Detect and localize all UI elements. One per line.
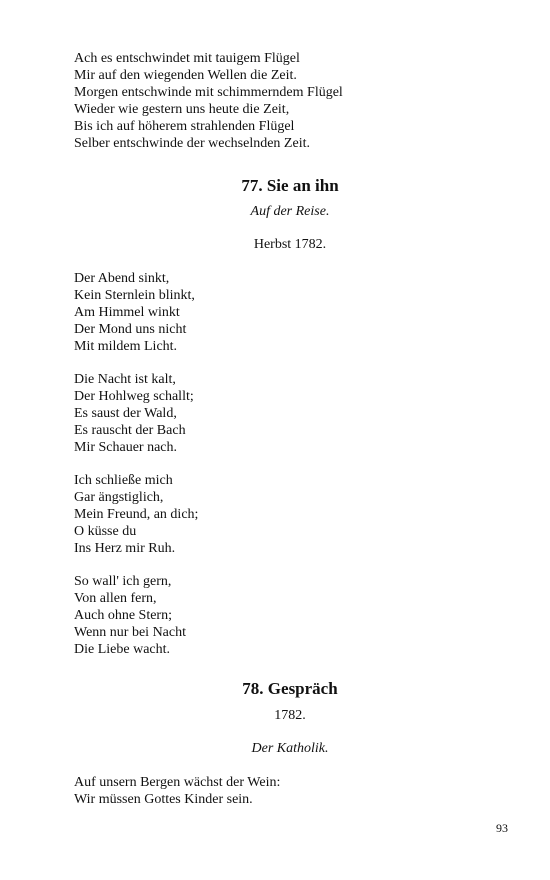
verse-line: Gar ängstiglich, [74, 490, 164, 505]
verse-line: Ich schließe mich [74, 473, 173, 488]
verse-line: Mein Freund, an dich; [74, 507, 199, 522]
verse-line: Auch ohne Stern; [74, 608, 172, 623]
verse-line: Bis ich auf höherem strahlenden Flügel [74, 119, 295, 134]
verse-line: Ins Herz mir Ruh. [74, 541, 176, 556]
verse-line: Wir müssen Gottes Kinder sein. [74, 792, 253, 807]
verse-line: Am Himmel winkt [74, 305, 180, 320]
verse-line: Von allen fern, [74, 591, 157, 606]
poem-77-stanza-1 [74, 270, 494, 355]
verse-line: Die Liebe wacht. [74, 642, 171, 657]
poem-77-stanza-4 [74, 573, 494, 658]
verse-line: Der Abend sinkt, [74, 271, 170, 286]
verse-line: Wenn nur bei Nacht [74, 625, 186, 640]
verse-line: Mir auf den wiegenden Wellen die Zeit. [74, 68, 297, 83]
poem-77-title: 77. Sie an ihn [241, 176, 339, 195]
poem-77-date: Herbst 1782. [253, 237, 327, 252]
poem-78-speaker: Der Katholik. [251, 741, 329, 756]
verse-line: Die Nacht ist kalt, [74, 372, 176, 387]
verse-line: Wieder wie gestern uns heute die Zeit, [74, 102, 290, 117]
page-number: 93 [496, 821, 508, 835]
poem-78-date: 1782. [274, 708, 306, 723]
verse-line: Der Mond uns nicht [74, 322, 187, 337]
poem-77-stanza-3 [74, 472, 494, 557]
verse-line: Mir Schauer nach. [74, 440, 178, 455]
poem-77-subtitle: Auf der Reise. [250, 204, 330, 219]
poem-78-title: 78. Gespräch [242, 679, 338, 698]
verse-line: Es rauscht der Bach [74, 423, 186, 438]
poem-78-stanza-1 [74, 774, 494, 808]
verse-line: Mit mildem Licht. [74, 339, 178, 354]
verse-line: Es saust der Wald, [74, 406, 177, 421]
verse-line: Selber entschwinde der wechselnden Zeit. [74, 136, 310, 151]
poem-77-stanza-2 [74, 371, 494, 456]
verse-line: Ach es entschwindet mit tauigem Flügel [74, 51, 300, 66]
verse-line: O küsse du [74, 524, 137, 539]
stanza-continued [74, 50, 494, 152]
verse-line: Morgen entschwinde mit schimmerndem Flügel [74, 85, 343, 100]
verse-line: Kein Sternlein blinkt, [74, 288, 195, 303]
verse-line: Der Hohlweg schallt; [74, 389, 194, 404]
verse-line: So wall' ich gern, [74, 574, 172, 589]
verse-line: Auf unsern Bergen wächst der Wein: [74, 775, 281, 790]
